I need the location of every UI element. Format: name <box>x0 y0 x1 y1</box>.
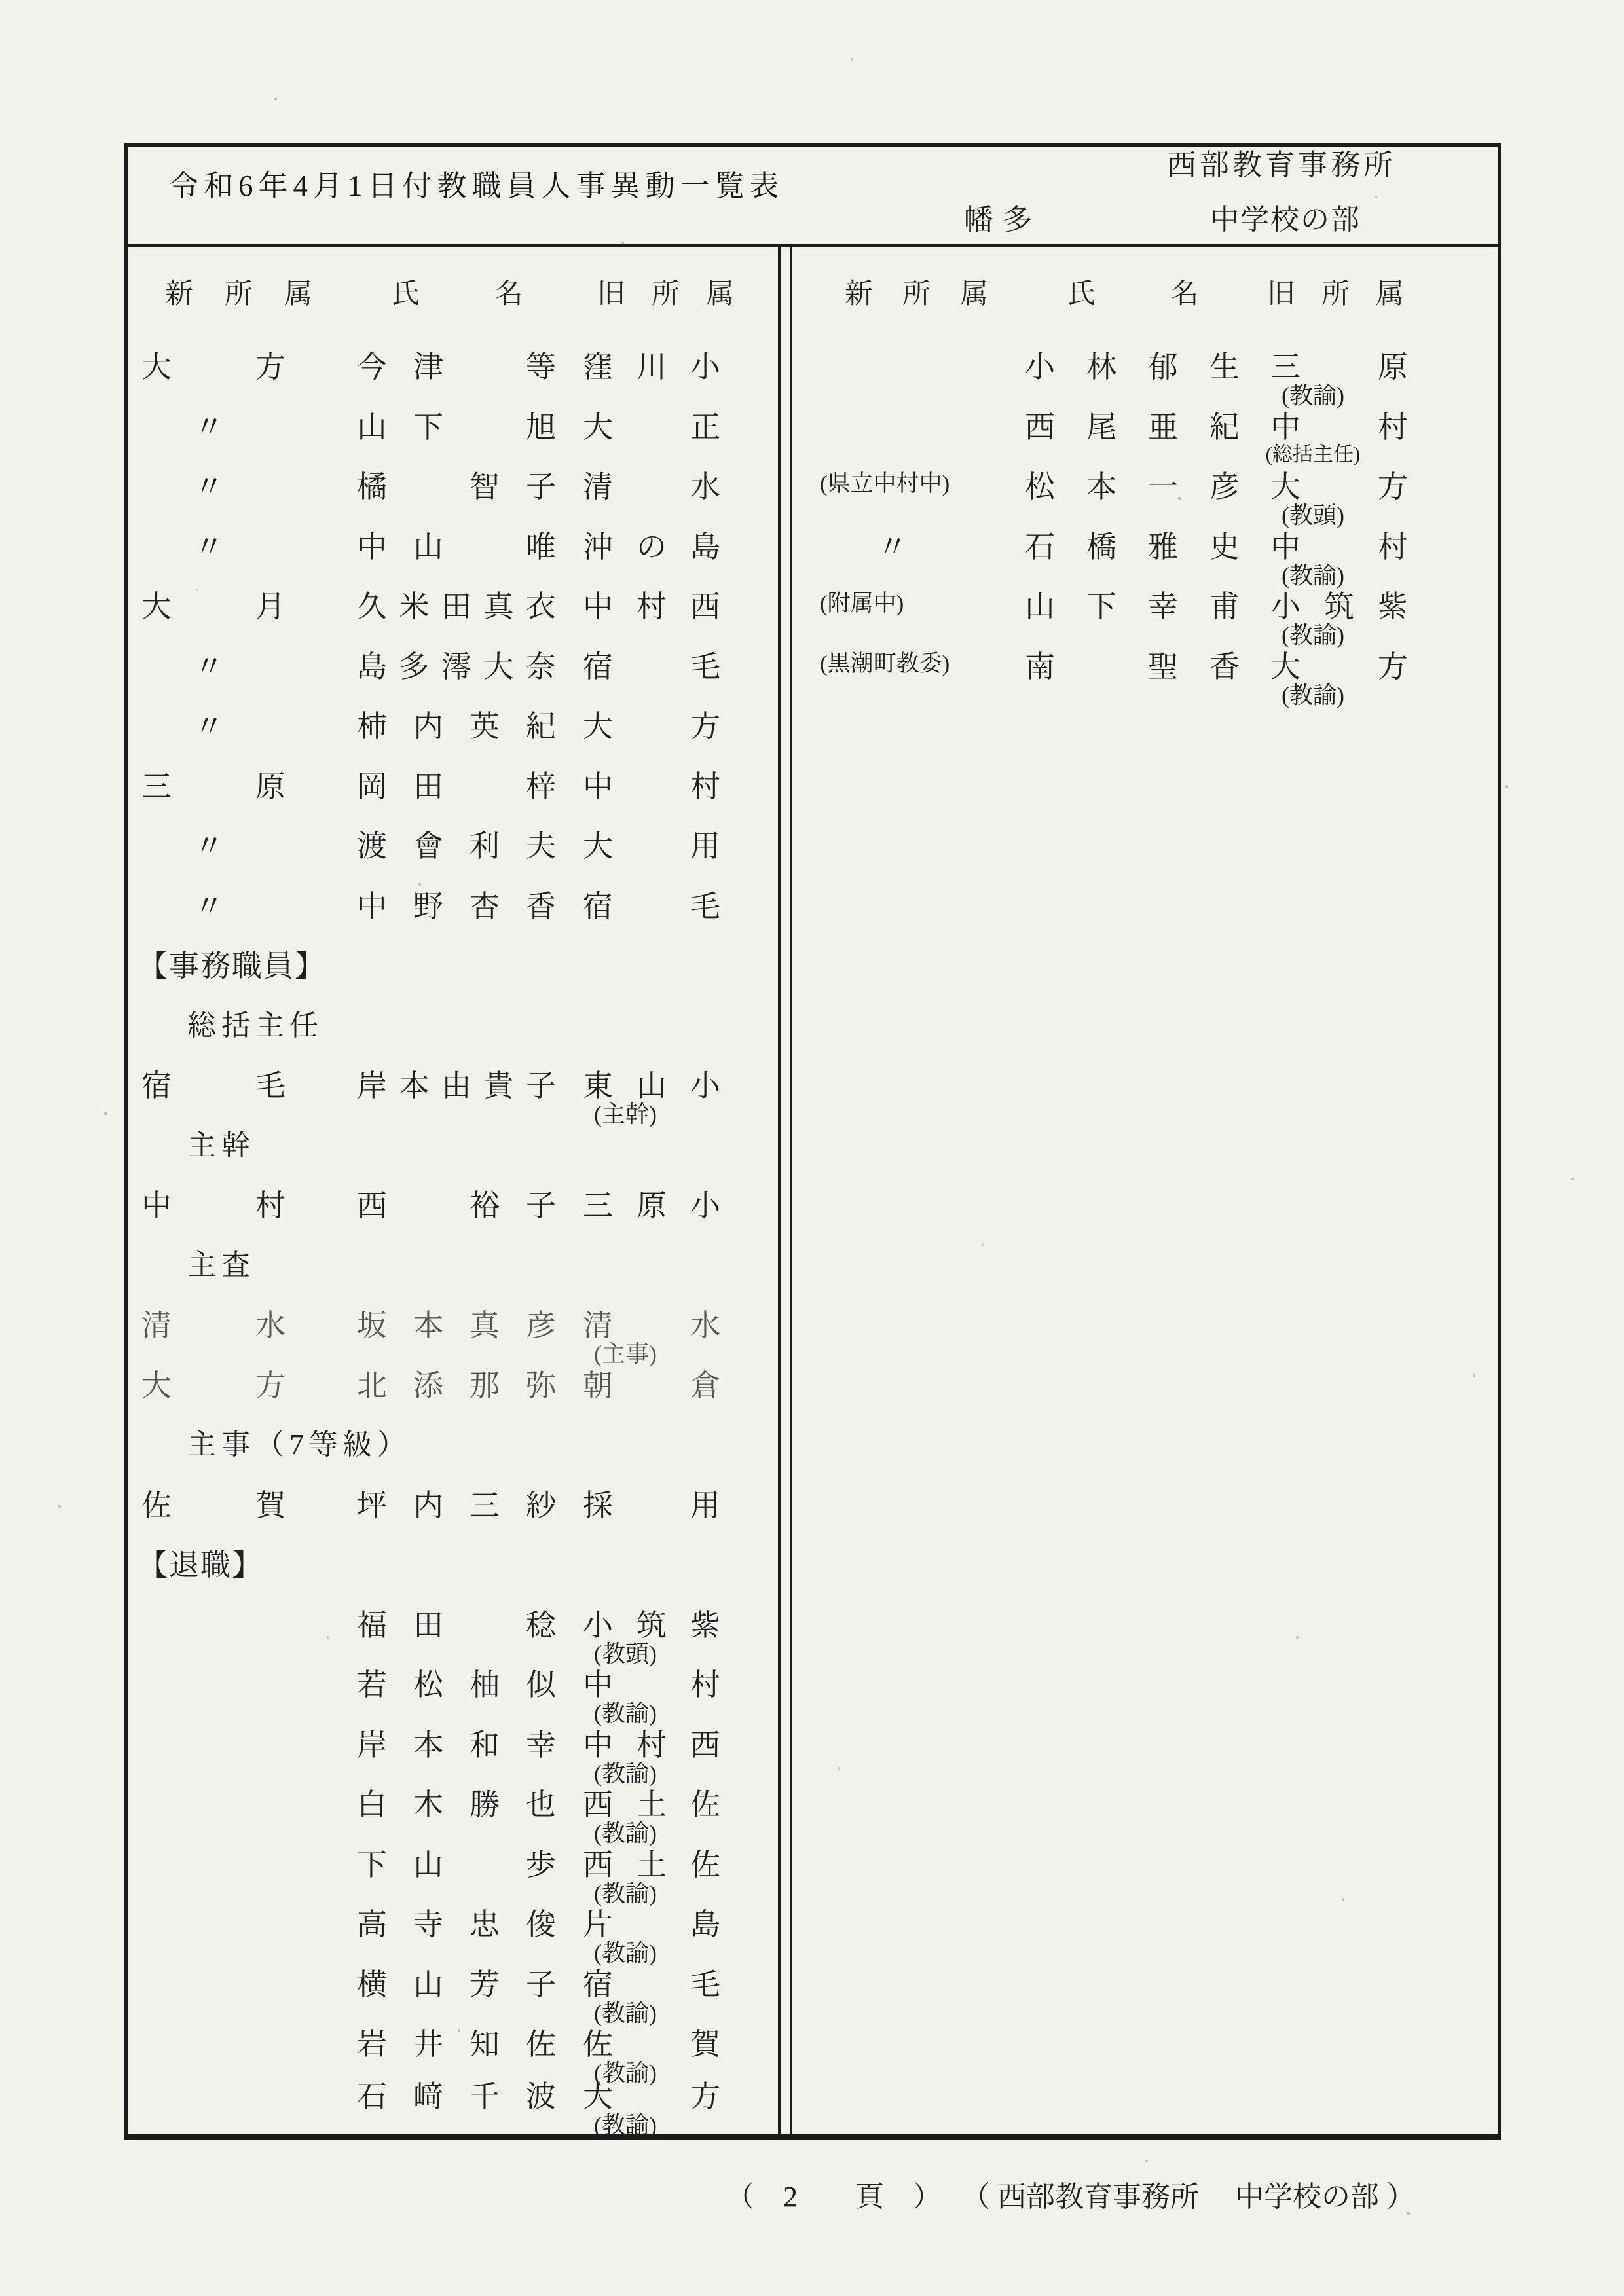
position-annotation: (教諭) <box>594 1700 657 1726</box>
ditto-mark: 〃 <box>194 829 224 863</box>
position-annotation: (教諭) <box>1282 682 1344 708</box>
old-affiliation: 朝 倉 <box>583 1369 744 1402</box>
new-affiliation: 宿毛 <box>141 1069 369 1102</box>
old-affiliation: 中村西 <box>583 1728 744 1762</box>
position-annotation: (教諭) <box>594 1760 657 1787</box>
position-annotation: (教諭) <box>594 2112 657 2138</box>
ditto-mark: 〃 <box>194 650 224 683</box>
person-name: 坪内三紗 <box>357 1489 582 1522</box>
old-affiliation: 西土佐 <box>583 1788 744 1821</box>
ditto-mark: 〃 <box>194 530 224 564</box>
new-affiliation: 大方 <box>141 350 369 384</box>
section-heading: 【退職】 <box>138 1548 263 1582</box>
old-affiliation: 中村西 <box>583 590 744 623</box>
person-name: 岡田 梓 <box>357 770 582 803</box>
old-affiliation: 三 原 <box>1270 350 1431 384</box>
ditto-mark: 〃 <box>877 530 908 564</box>
position-label: 主査 <box>187 1249 255 1281</box>
position-annotation: (主幹) <box>594 1101 657 1127</box>
header-separator-line <box>124 244 1501 247</box>
person-name: 横山芳子 <box>357 1968 582 2001</box>
footer-source-label: （ 西部教育事務所 中学校の部 ） <box>961 2181 1415 2213</box>
person-name: 石﨑千波 <box>357 2080 582 2113</box>
position-annotation: (教諭) <box>594 2060 657 2086</box>
old-affiliation: 中 村 <box>1270 410 1431 444</box>
old-affiliation: 清 水 <box>583 470 744 503</box>
old-affiliation: 大 方 <box>583 710 744 743</box>
scan-noise <box>0 0 1 1</box>
old-affiliation: 沖の島 <box>583 530 744 564</box>
position-annotation: (教諭) <box>594 1820 657 1846</box>
old-affiliation: 中 村 <box>583 770 744 803</box>
old-affiliation: 大 方 <box>1270 650 1431 683</box>
person-name: 松本一彦 <box>1025 470 1271 503</box>
column-header-name: 氏名 <box>392 279 599 310</box>
new-affiliation: (黒潮町教委) <box>820 651 950 676</box>
person-name: 岩井知佐 <box>357 2028 582 2061</box>
new-affiliation: 清水 <box>141 1309 369 1342</box>
person-name: 高寺忠俊 <box>357 1908 582 1941</box>
person-name: 島多澪大奈 <box>357 650 568 683</box>
person-name: 坂本真彦 <box>357 1309 582 1342</box>
person-name: 柿内英紀 <box>357 710 582 743</box>
person-name: 岸本和幸 <box>357 1728 582 1762</box>
person-name: 西 裕子 <box>357 1189 582 1222</box>
person-name: 今津 等 <box>357 350 582 384</box>
school-section-label: 中学校の部 <box>1210 204 1361 236</box>
position-annotation: (教諭) <box>594 2000 657 2026</box>
section-heading: 【事務職員】 <box>138 949 326 983</box>
old-affiliation: 大 方 <box>1270 470 1431 503</box>
old-affiliation: 中 村 <box>1270 530 1431 564</box>
new-affiliation: (県立中村中) <box>820 471 950 496</box>
old-affiliation: 大 用 <box>583 829 744 863</box>
office-name: 西部教育事務所 <box>1167 149 1397 181</box>
old-affiliation: 宿 毛 <box>583 890 744 923</box>
new-affiliation: (附属中) <box>820 591 904 616</box>
person-name: 石橋雅史 <box>1025 530 1271 564</box>
person-name: 渡會利夫 <box>357 829 582 863</box>
position-label: 主幹 <box>187 1129 255 1161</box>
old-affiliation: 窪川小 <box>583 350 744 384</box>
ditto-mark: 〃 <box>194 890 224 923</box>
old-affiliation: 中 村 <box>583 1668 744 1702</box>
old-affiliation: 小筑紫 <box>1270 590 1431 623</box>
old-affiliation: 三原小 <box>583 1189 744 1222</box>
person-name: 若松柚似 <box>357 1668 582 1702</box>
column-header-new-affiliation: 新所属 <box>845 279 1018 310</box>
document-title: 令和6年4月1日付教職員人事異動一覧表 <box>169 170 784 202</box>
person-name: 岸本由貴子 <box>357 1069 568 1102</box>
column-divider-line <box>778 244 781 2140</box>
position-annotation: (教諭) <box>1282 382 1344 409</box>
position-annotation: (総括主任) <box>1265 443 1361 465</box>
old-affiliation: 大 正 <box>583 410 744 444</box>
ditto-mark: 〃 <box>194 410 224 444</box>
column-divider-line <box>790 244 792 2140</box>
old-affiliation: 採 用 <box>583 1489 744 1522</box>
position-annotation: (教頭) <box>594 1641 657 1667</box>
ditto-mark: 〃 <box>194 470 224 503</box>
column-header-old-affiliation: 旧所属 <box>1267 279 1430 310</box>
position-annotation: (教諭) <box>594 1880 657 1906</box>
old-affiliation: 片 島 <box>583 1908 744 1941</box>
new-affiliation: 中村 <box>141 1189 369 1222</box>
person-name: 中野杏香 <box>357 890 582 923</box>
person-name: 北添那弥 <box>357 1369 582 1402</box>
person-name: 中山 唯 <box>357 530 582 564</box>
old-affiliation: 小筑紫 <box>583 1609 744 1642</box>
person-name: 西尾亜紀 <box>1025 410 1271 444</box>
new-affiliation: 佐賀 <box>141 1489 369 1522</box>
person-name: 小林郁生 <box>1025 350 1271 384</box>
person-name: 下山 歩 <box>357 1848 582 1882</box>
new-affiliation: 大月 <box>141 590 369 623</box>
position-annotation: (教頭) <box>1282 502 1344 528</box>
person-name: 橘 智子 <box>357 470 582 503</box>
person-name: 久米田真衣 <box>357 590 568 623</box>
position-annotation: (教諭) <box>1282 562 1344 589</box>
old-affiliation: 西土佐 <box>583 1848 744 1882</box>
person-name: 山下 旭 <box>357 410 582 444</box>
position-label: 主事（7等級） <box>187 1429 411 1461</box>
old-affiliation: 佐 賀 <box>583 2028 744 2061</box>
page-number-label: （ 2 頁 ） <box>726 2181 942 2213</box>
column-header-old-affiliation: 旧所属 <box>597 279 760 310</box>
new-affiliation: 三原 <box>141 770 369 803</box>
district-label: 幡多 <box>964 204 1042 236</box>
ditto-mark: 〃 <box>194 710 224 743</box>
column-header-new-affiliation: 新所属 <box>165 279 344 310</box>
person-name: 南 聖香 <box>1025 650 1271 683</box>
old-affiliation: 宿 毛 <box>583 650 744 683</box>
new-affiliation: 大方 <box>141 1369 369 1402</box>
position-annotation: (主事) <box>594 1341 657 1367</box>
person-name: 山下幸甫 <box>1025 590 1271 623</box>
old-affiliation: 東山小 <box>583 1069 744 1102</box>
old-affiliation: 宿 毛 <box>583 1968 744 2001</box>
position-annotation: (教諭) <box>594 1940 657 1966</box>
old-affiliation: 清 水 <box>583 1309 744 1342</box>
position-label: 総括主任 <box>187 1010 323 1042</box>
column-header-name: 氏名 <box>1067 279 1274 310</box>
old-affiliation: 大 方 <box>583 2080 744 2113</box>
person-name: 白木勝也 <box>357 1788 582 1821</box>
position-annotation: (教諭) <box>1282 622 1344 648</box>
person-name: 福田 稔 <box>357 1609 582 1642</box>
